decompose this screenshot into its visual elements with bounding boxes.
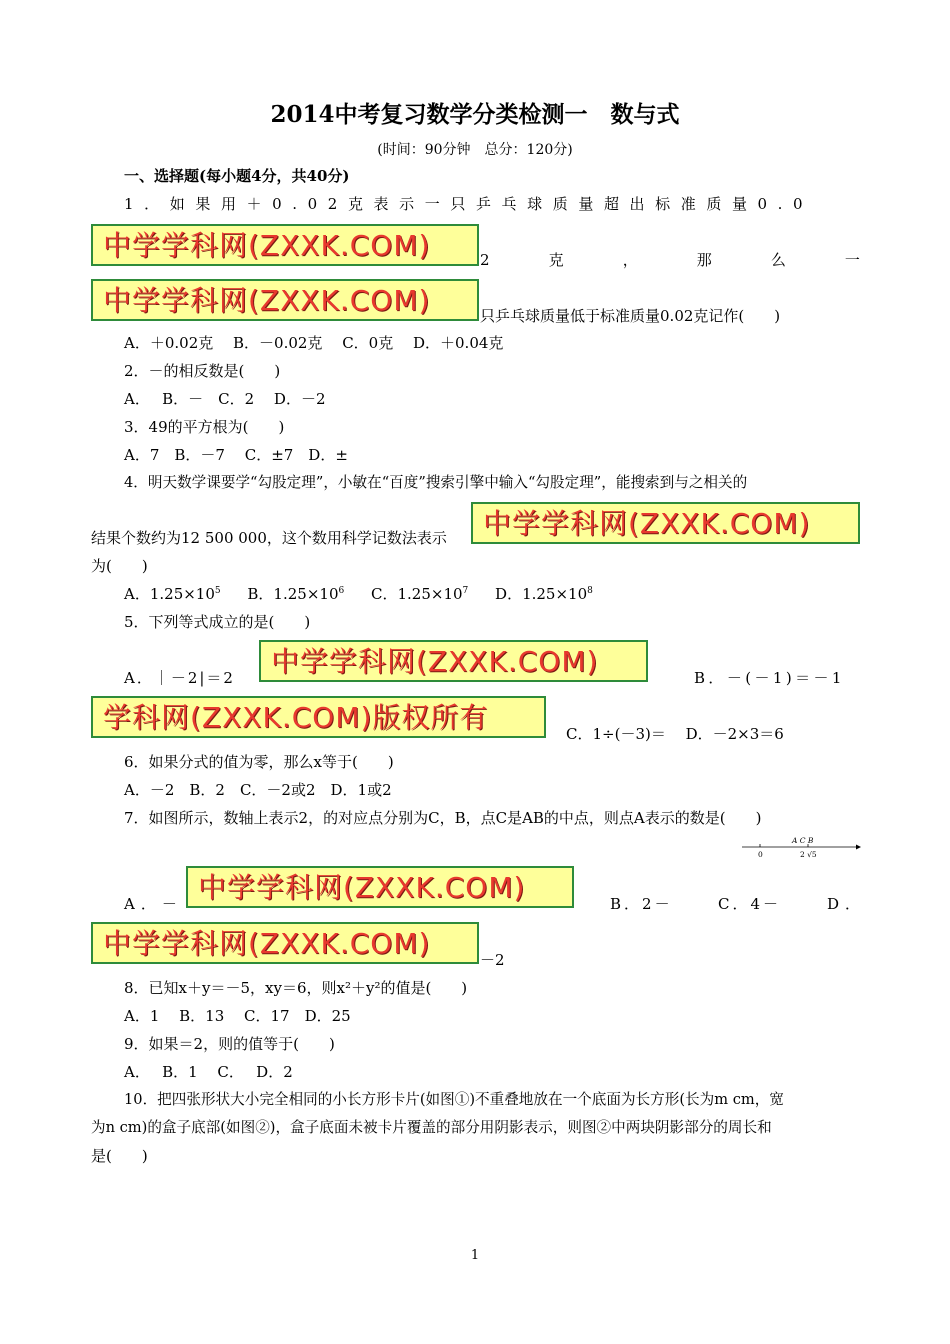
figure-zero-label: 0: [758, 850, 763, 859]
q1-line1: 1．如果用＋0.02克表示一只乒乓球质量超出标准质量0.0: [124, 195, 814, 213]
page-number: 1: [470, 1248, 480, 1263]
q9-stem: 9．如果＝2，则的值等于( ): [124, 1035, 335, 1053]
q7-option-d-tail: －2: [480, 951, 505, 969]
q10-line1: 10．把四张形状大小完全相同的小长方形卡片(如图①)不重叠地放在一个底面为长方形(长为m cm，宽: [124, 1091, 784, 1108]
q7-stem: 7．如图所示，数轴上表示2，的对应点分别为C，B，点C是AB的中点，则点A表示的数是( ): [124, 809, 762, 827]
watermark-banner: 中学学科网(ZXXK.COM): [471, 502, 860, 544]
q7-option-d: D．: [827, 895, 867, 913]
q6-stem: 6．如果分式的值为零，那么x等于( ): [124, 753, 394, 771]
q10-line2: 为n cm)的盒子底部(如图②)，盒子底面未被卡片覆盖的部分用阴影表示，则图②中两块阴影部分的周长和: [91, 1119, 772, 1136]
q8-options: A．1 B．13 C．17 D．25: [124, 1007, 351, 1025]
q7-option-c: C．4－: [718, 895, 782, 913]
q4-options: A．$1.25\times 10^5$ B．$1.25\times 10^6$ C．$1.25\times 10^7$ D．$1.25\times 10^8$: [124, 585, 593, 603]
q8-stem: 8．已知x＋y＝－5，xy＝6，则x²＋y²的值是( ): [124, 979, 468, 997]
q2-options: A． B．－ C．2 D．－2: [124, 390, 326, 408]
q4-line3: 为( ): [91, 557, 148, 575]
q1-line2: 2 克 ， 那 么 一: [480, 251, 860, 269]
exam-info: (时间：90分钟 总分：120分): [377, 142, 573, 158]
number-line-figure: [740, 834, 862, 860]
q7-option-b: B．2－: [610, 895, 673, 913]
q7-option-a: A．－: [124, 895, 183, 913]
q5-stem: 5．下列等式成立的是( ): [124, 613, 311, 631]
figure-point-labels: A C B: [792, 836, 814, 845]
q2-stem: 2．－的相反数是( ): [124, 362, 281, 380]
q9-options: A． B．1 C． D．2: [124, 1063, 293, 1081]
q6-options: A．－2 B．2 C．－2或2 D．1或2: [124, 781, 392, 799]
q5-options-cd: C．1÷(－3)＝ D．－2×3＝6: [566, 725, 784, 743]
q1-options: A．＋0.02克 B．－0.02克 C．0克 D．＋0.04克: [124, 334, 504, 352]
q4-line1: 4．明天数学课要学“勾股定理”，小敏在“百度”搜索引擎中输入“勾股定理”，能搜索到与之相关的: [124, 474, 748, 491]
q4-line2: 结果个数约为12 500 000，这个数用科学记数法表示: [91, 529, 447, 547]
q5-option-a: A．｜－2|＝2: [124, 669, 235, 687]
watermark-banner: 中学学科网(ZXXK.COM): [259, 640, 648, 682]
watermark-banner: 中学学科网(ZXXK.COM): [186, 866, 574, 908]
section-heading: 一、选择题(每小题4分，共40分): [124, 167, 350, 185]
q3-stem: 3．49的平方根为( ): [124, 418, 285, 436]
watermark-banner: 中学学科网(ZXXK.COM): [91, 922, 479, 964]
watermark-banner: 中学学科网(ZXXK.COM): [91, 224, 479, 266]
watermark-banner: 中学学科网(ZXXK.COM): [91, 279, 479, 321]
q3-options: A．7 B．－7 C．±7 D．±: [124, 446, 348, 464]
q5-option-b: B．－(－1)＝－1: [694, 669, 845, 687]
q10-line3: 是( ): [91, 1147, 148, 1165]
q1-line3: 只乒乓球质量低于标准质量0.02克记作( ): [480, 307, 781, 325]
figure-value-labels: 2 √5: [800, 850, 817, 859]
page-title: 2014中考复习数学分类检测一 数与式: [270, 101, 680, 128]
watermark-banner: 学科网(ZXXK.COM)版权所有: [91, 696, 546, 738]
